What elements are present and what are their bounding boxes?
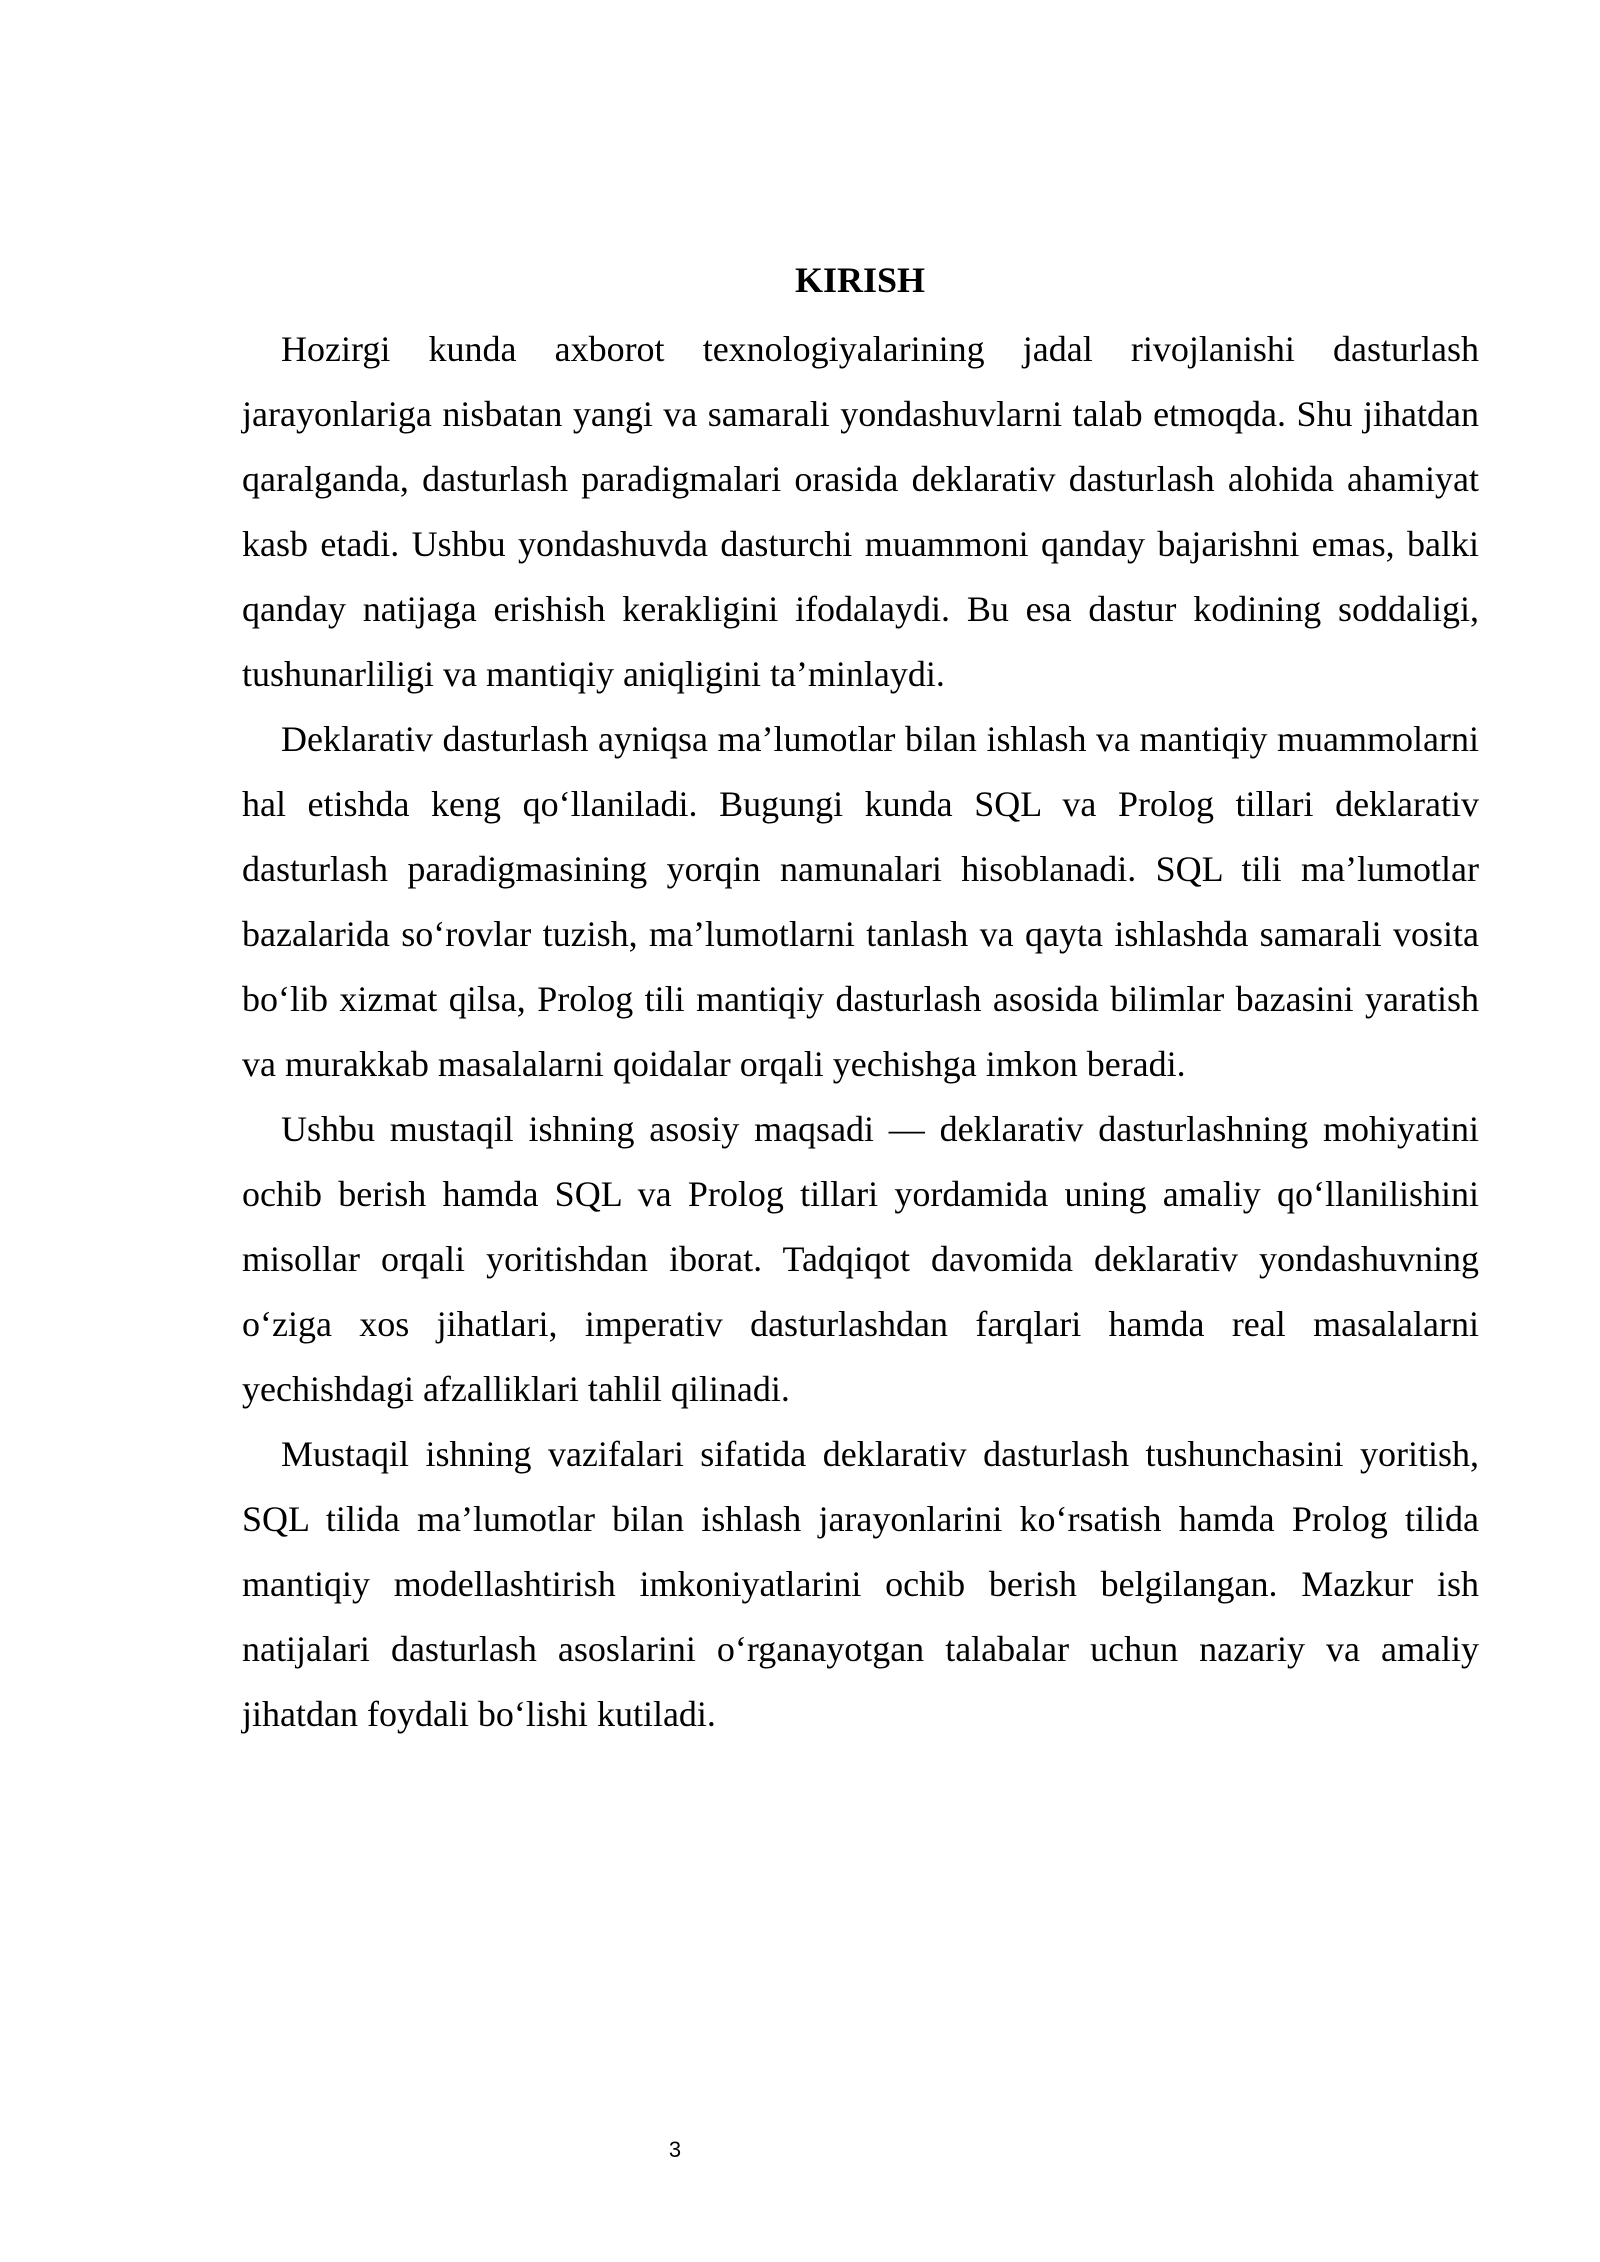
paragraph-4: Mustaqil ishning vazifalari sifatida deklarativ dasturlash tushunchasini yoritish, SQL tilida ma’lumotlar bilan ishlash jarayonlarini ko‘rsatish hamda Prolog tilida mantiqiy modellashtirish imkoniyatlarini ochib berish belgilangan. Mazkur ish natijalari dasturlash asoslarini o‘rganayotgan talabalar uchun nazariy va amaliy jihatdan foydali bo‘lishi kutiladi. — [242, 1434, 1479, 1734]
paragraph-1: Hozirgi kunda axborot texnologiyalarining jadal rivojlanishi dasturlash jarayonlariga nisbatan yangi va samarali yondashuvlarni talab etmoqda. Shu jihatdan qaralganda, dasturlash paradigmalari orasida deklarativ dasturlash alohida ahamiyat kasb etadi. Ushbu yondashuvda dasturchi muammoni qanday bajarishni emas, balki qanday natijaga erishish kerakligini ifodalaydi. Bu esa dastur kodining soddaligi, tushunarliligi va mantiqiy aniqligini ta’minlaydi. — [242, 329, 1479, 694]
section-heading: KIRISH — [794, 260, 926, 300]
paragraph-2: Deklarativ dasturlash ayniqsa ma’lumotlar bilan ishlash va mantiqiy muammolarni hal etishda keng qo‘llaniladi. Bugungi kunda SQL va Prolog tillari deklarativ dasturlash paradigmasining yorqin namunalari hisoblanadi. SQL tili ma’lumotlar bazalarida so‘rovlar tuzish, ma’lumotlarni tanlash va qayta ishlashda samarali vosita bo‘lib xizmat qilsa, Prolog tili mantiqiy dasturlash asosida bilimlar bazasini yaratish va murakkab masalalarni qoidalar orqali yechishga imkon beradi. — [242, 719, 1479, 1084]
page-number: 3 — [668, 2137, 682, 2162]
paragraph-3: Ushbu mustaqil ishning asosiy maqsadi — deklarativ dasturlashning mohiyatini ochib berish hamda SQL va Prolog tillari yordamida uning amaliy qo‘llanilishini misollar orqali yoritishdan iborat. Tadqiqot davomida deklarativ yondashuvning o‘ziga xos jihatlari, imperativ dasturlashdan farqlari hamda real masalalarni yechishdagi afzalliklari tahlil qilinadi. — [242, 1109, 1479, 1409]
body-text — [242, 317, 1479, 1747]
